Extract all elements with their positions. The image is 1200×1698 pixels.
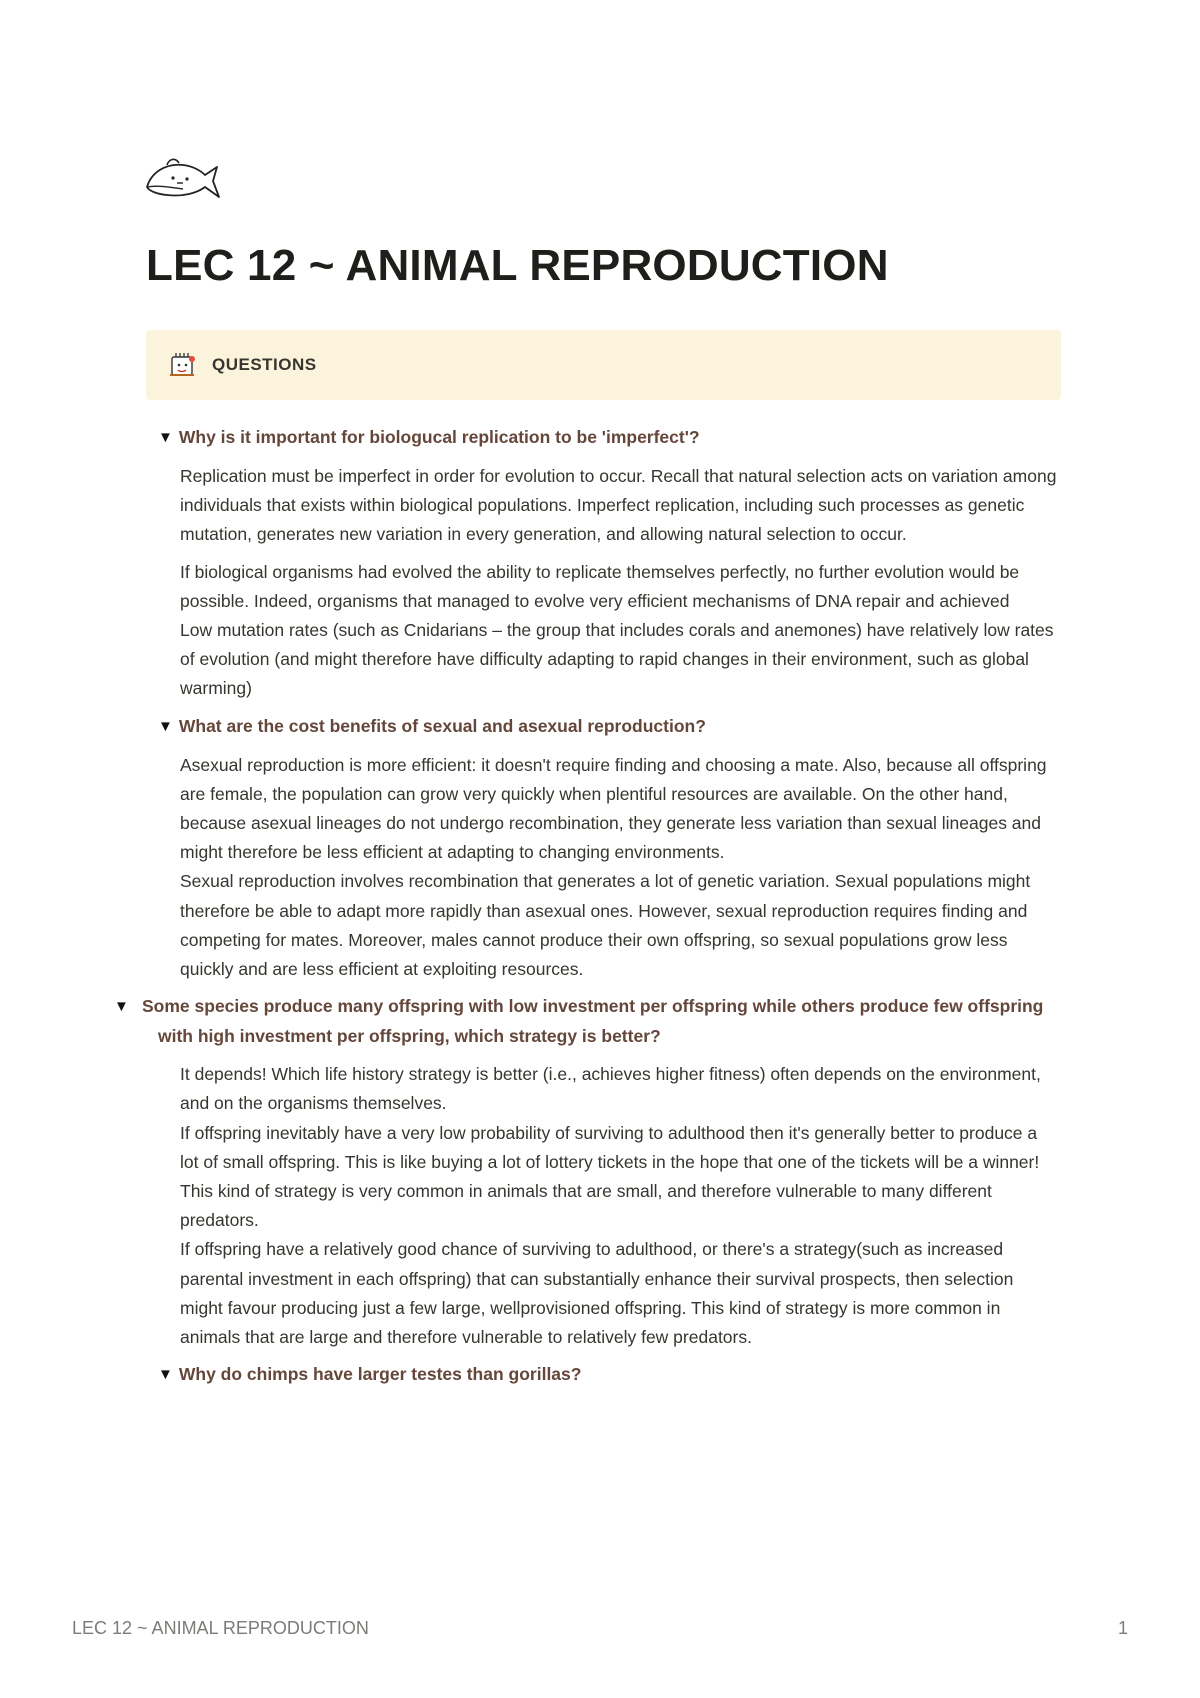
toggle-body [158, 1051, 1058, 1352]
callout-label: QUESTIONS [212, 355, 317, 374]
toggle-question-text: Why is it important for biologucal replication to be 'imperfect'? [178, 427, 700, 447]
questions-callout [146, 330, 1061, 400]
page-number: 1 [1117, 1618, 1128, 1638]
answer-paragraph: Asexual reproduction is more efficient: it doesn't require finding and choosing a mate. Also, because all offspring are female, the population can grow very quickly when plentiful resources are available. On the other hand, because asexual lineages do not undergo recombination, they generate less variation than sexual lineages and might therefore be less efficient at adapting to changing environments. Sexual reproduction involves recombination that generates a lot of genetic variation. Sexual populations might therefore be able to adapt more rapidly than asexual ones. However, sexual reproduction requires finding and competing for mates. Moreover, males cannot produce their own offspring, so sexual populations grow less quickly and are less efficient at exploiting resources. [180, 754, 1047, 980]
triangle-down-icon[interactable]: ▼ [158, 717, 173, 735]
toggle-body [158, 742, 1058, 985]
page-title: LEC 12 ~ ANIMAL REPRODUCTION [146, 241, 889, 290]
answer-paragraph: Replication must be imperfect in order for evolution to occur. Recall that natural selection acts on variation among individuals that exists within biological populations. Imperfect replication, including such processes as genetic mutation, generates new variation in every generation, and allowing natural selection to occur. [180, 466, 1057, 545]
toggle-question-text: Some species produce many offspring with low investment per offspring while others produce few offspring with high investment per offspring, which strategy is better? [142, 996, 1044, 1047]
toggle-question-3 [114, 992, 1058, 1352]
footer-title: LEC 12 ~ ANIMAL REPRODUCTION [72, 1618, 369, 1638]
toggle-body [158, 453, 1058, 704]
fish-doodle-icon [143, 153, 221, 207]
toggle-question-1 [158, 423, 1058, 704]
toggle-question-4 [158, 1360, 1058, 1390]
answer-paragraph: It depends! Which life history strategy is better (i.e., achieves higher fitness) often depends on the environment, and on the organisms themselves. If offspring inevitably have a very low probability of surviving to adulthood then it's generally better to produce a lot of small offspring. This is like buying a lot of lottery tickets in the hope that one of the tickets will be a winner! This kind of strategy is very common in animals that are small, and therefore vulnerable to many different predators. If offspring have a relatively good chance of surviving to adulthood, or there's a strategy(such as increased parental investment in each offspring) that can substantially enhance their survival prospects, then selection might favour producing just a few large, wellprovisioned offspring. This kind of strategy is more common in animals that are large and therefore vulnerable to relatively few predators. [180, 1064, 1041, 1348]
answer-paragraph: If biological organisms had evolved the ability to replicate themselves perfectly, no further evolution would be possible. Indeed, organisms that managed to evolve very efficient mechanisms of DNA repair and achieved Low mutation rates (such as Cnidarians – the group that includes corals and anemones) have relatively low rates of evolution (and might therefore have difficulty adapting to rapid changes in their environment, such as global warming) [180, 561, 1054, 699]
questions-list [114, 423, 1058, 1398]
toggle-header[interactable] [158, 423, 1058, 453]
triangle-down-icon[interactable]: ▼ [158, 1366, 173, 1384]
triangle-down-icon[interactable]: ▼ [158, 429, 173, 446]
toggle-header[interactable] [158, 1360, 1058, 1390]
toggle-header[interactable] [158, 712, 1058, 742]
toggle-question-2 [158, 712, 1058, 985]
toggle-question-text: Why do chimps have larger testes than gorillas? [178, 1364, 582, 1385]
notebook-doodle-icon [166, 349, 198, 381]
toggle-question-text: What are the cost benefits of sexual and asexual reproduction? [178, 715, 706, 736]
toggle-header[interactable]: ▼ Some species produce many offspring with low investment per offspring while others produce few offspring with high investment per offspring, which strategy is better? [114, 996, 1044, 1047]
